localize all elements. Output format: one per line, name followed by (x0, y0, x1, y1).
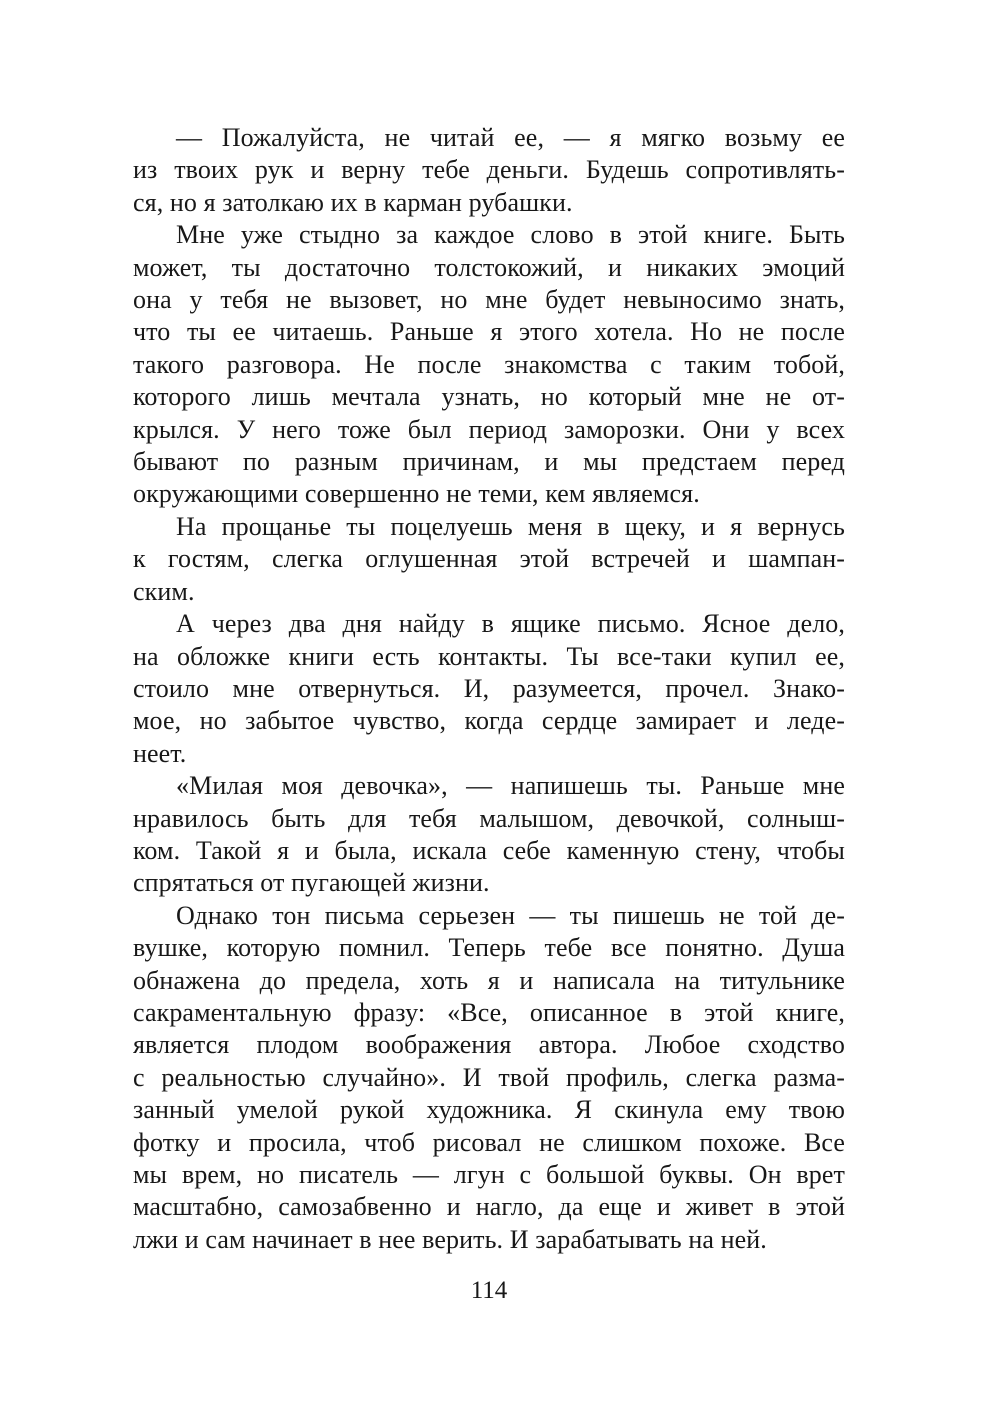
text-line: фотку и просила, чтоб рисовал не слишком похоже. Все (133, 1127, 845, 1157)
text-line: к гостям, слегка оглушенная этой встречей и шампан- (133, 544, 845, 574)
paragraph (133, 219, 845, 511)
text-line: Однако тон письма серьезен — ты пишешь не той де- (176, 900, 845, 930)
paragraph (133, 511, 845, 608)
text-line: из твоих рук и верну тебе деньги. Будешь сопротивлять- (133, 155, 845, 185)
paragraph (133, 900, 845, 1256)
text-line: окружающими совершенно не теми, кем являемся. (133, 479, 700, 509)
text-line: занный умелой рукой художника. Я скинула ему твою (133, 1095, 845, 1125)
text-line: спрятаться от пугающей жизни. (133, 868, 490, 898)
text-line: вушке, которую помнил. Теперь тебе все понятно. Душа (133, 933, 845, 963)
text-line: ским. (133, 576, 195, 606)
text-line: такого разговора. Не после знакомства с таким тобой, (133, 349, 845, 379)
paragraph (133, 608, 845, 770)
text-line: крылся. У него тоже был период заморозки. Они у всех (133, 414, 845, 444)
paragraph (133, 770, 845, 900)
text-line: неет. (133, 738, 187, 768)
text-line: обнажена до предела, хоть я и написала на титульнике (133, 965, 845, 995)
page-number: 114 (470, 1277, 508, 1304)
text-line: сакраментальную фразу: «Все, описанное в этой книге, (133, 997, 845, 1027)
text-line: она у тебя не вызовет, но мне будет невыносимо знать, (133, 285, 845, 315)
paragraph (133, 122, 845, 219)
text-line: А через два дня найду в ящике письмо. Ясное дело, (176, 609, 845, 639)
text-line: бывают по разным причинам, и мы предстаем перед (133, 447, 845, 477)
page-footer (133, 1276, 845, 1306)
text-line: Мне уже стыдно за каждое слово в этой книге. Быть (176, 220, 845, 250)
text-line: что ты ее читаешь. Раньше я этого хотела. Но не после (133, 317, 845, 347)
text-line: ком. Такой я и была, искала себе каменную стену, чтобы (133, 835, 845, 865)
text-line: стоило мне отвернуться. И, разумеется, прочел. Знако- (133, 673, 845, 703)
text-line: которого лишь мечтала узнать, но который мне не от- (133, 382, 845, 412)
text-line: «Милая моя девочка», — напишешь ты. Раньше мне (176, 771, 845, 801)
text-line: на обложке книги есть контакты. Ты все-таки купил ее, (133, 641, 845, 671)
text-line: нравилось быть для тебя малышом, девочкой, солныш- (133, 803, 845, 833)
text-line: может, ты достаточно толстокожий, и никаких эмоций (133, 252, 845, 282)
text-line: является плодом воображения автора. Любое сходство (133, 1030, 845, 1060)
text-line: мы врем, но писатель — лгун с большой буквы. Он врет (133, 1160, 845, 1189)
text-line: мое, но забытое чувство, когда сердце замирает и леде- (133, 706, 845, 736)
text-line: лжи и сам начинает в нее верить. И зарабатывать на ней. (133, 1224, 767, 1254)
page-text-block (133, 122, 845, 1256)
text-line: с реальностью случайно». И твой профиль, слегка разма- (133, 1062, 845, 1092)
text-line: — Пожалуйста, не читай ее, — я мягко возьму ее (176, 123, 845, 152)
text-line: На прощанье ты поцелуешь меня в щеку, и я вернусь (176, 511, 845, 541)
text-line: масштабно, самозабвенно и нагло, да еще и живет в этой (133, 1192, 845, 1222)
text-line: ся, но я затолкаю их в карман рубашки. (133, 187, 573, 217)
